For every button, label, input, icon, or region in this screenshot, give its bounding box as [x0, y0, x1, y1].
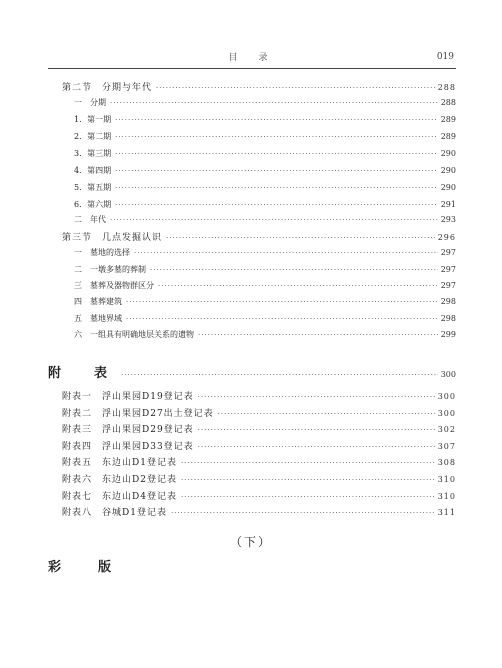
- header-divider: [48, 68, 456, 69]
- appendix-heading[interactable]: [48, 362, 456, 381]
- toc-entry-page: 299: [440, 330, 456, 339]
- appendix-title: 附 表: [48, 366, 118, 381]
- toc-entry-page: 288: [440, 98, 456, 107]
- leader-dots: [126, 315, 438, 323]
- toc-entry-page: 298: [440, 297, 456, 306]
- leader-dots: [110, 99, 438, 107]
- toc-entry-page: 291: [440, 200, 456, 209]
- leader-dots: [134, 249, 438, 257]
- plates-heading[interactable]: 彩 版: [48, 560, 124, 575]
- leader-dots: [198, 393, 435, 401]
- toc-entry-page: 296: [437, 233, 456, 242]
- toc-entry-page: 290: [440, 149, 456, 158]
- toc-entry-page: 300: [437, 392, 456, 401]
- toc-entry[interactable]: [62, 80, 456, 93]
- toc-entry-label: 3．第三期: [74, 149, 112, 158]
- toc-entry[interactable]: [74, 148, 456, 159]
- toc-entry-page: 307: [437, 442, 456, 451]
- leader-dots: [198, 443, 435, 451]
- toc-entry[interactable]: [74, 313, 456, 324]
- toc-entry-page: 297: [440, 265, 456, 274]
- leader-dots: [115, 133, 438, 141]
- leader-dots: [171, 509, 435, 517]
- leader-dots: [156, 84, 435, 92]
- toc-entry-label: 5．第五期: [74, 183, 112, 192]
- toc-entry-page: 302: [437, 425, 456, 434]
- toc-entry-label: 五 墓地界域: [74, 314, 122, 323]
- toc-entry-label: 附表三 浮山果园D29登记表: [62, 425, 194, 435]
- toc-entry[interactable]: [74, 247, 456, 258]
- running-header-title: 目 录: [228, 53, 274, 63]
- toc-entry-page: 297: [440, 281, 456, 290]
- leader-dots: [110, 216, 438, 224]
- appendix-table-entry[interactable]: [62, 439, 456, 452]
- leader-dots: [115, 201, 438, 209]
- leader-dots: [166, 234, 435, 242]
- toc-entry-page: 298: [440, 314, 456, 323]
- leader-dots: [126, 298, 438, 306]
- leader-dots: [198, 426, 435, 434]
- leader-dots: [158, 282, 438, 290]
- toc-entry-label: 附表五 东边山D1登记表: [62, 458, 177, 468]
- leader-dots: [181, 459, 435, 467]
- toc-entry[interactable]: [74, 97, 456, 108]
- toc-entry-label: 附表二 浮山果园D27出土登记表: [62, 409, 214, 419]
- toc-entry[interactable]: [74, 131, 456, 142]
- toc-entry[interactable]: [74, 214, 456, 225]
- leader-dots: [115, 167, 438, 175]
- running-header-page-number: 019: [436, 52, 454, 62]
- leader-dots: [115, 116, 438, 124]
- toc-entry-page: 300: [437, 409, 456, 418]
- toc-entry-label: 附表四 浮山果园D33登记表: [62, 442, 194, 452]
- volume-marker: （下）: [229, 535, 272, 549]
- toc-entry-label: 2．第二期: [74, 132, 112, 141]
- toc-entry-page: 289: [440, 115, 456, 124]
- toc-entry[interactable]: [74, 329, 456, 340]
- appendix-table-entry[interactable]: [62, 455, 456, 468]
- toc-entry-label: 4．第四期: [74, 166, 112, 175]
- toc-entry-label: 三 墓葬及器物群区分: [74, 281, 154, 290]
- toc-entry-label: 一 分期: [74, 98, 106, 107]
- toc-entry-label: 六 一组具有明确地层关系的遗物: [74, 330, 194, 339]
- appendix-table-entry[interactable]: [62, 489, 456, 502]
- toc-entry-label: 附表六 东边山D2登记表: [62, 475, 177, 485]
- toc-entry[interactable]: [74, 280, 456, 291]
- leader-dots: [181, 493, 435, 501]
- toc-entry-label: 二 年代: [74, 215, 106, 224]
- leader-dots: [198, 331, 438, 339]
- toc-entry-label: 附表一 浮山果园D19登记表: [62, 392, 194, 402]
- appendix-table-entry[interactable]: [62, 472, 456, 485]
- toc-entry-page: 311: [437, 508, 456, 517]
- leader-dots: [181, 476, 435, 484]
- toc-entry-page: 308: [437, 458, 456, 467]
- appendix-table-entry[interactable]: [62, 505, 456, 518]
- appendix-table-entry[interactable]: [62, 406, 456, 419]
- toc-entry[interactable]: [74, 264, 456, 275]
- toc-entry-page: 288: [437, 83, 456, 92]
- leader-dots: [218, 410, 435, 418]
- toc-entry[interactable]: [74, 165, 456, 176]
- toc-entry-label: 第二节 分期与年代: [62, 83, 153, 93]
- toc-entry-page: 293: [440, 215, 456, 224]
- toc-entry-page: 310: [437, 492, 456, 501]
- toc-entry-page: 297: [440, 248, 456, 257]
- toc-entry-label: 第三节 几点发掘认识: [62, 233, 163, 243]
- toc-entry-label: 1．第一期: [74, 115, 112, 124]
- appendix-table-entry[interactable]: [62, 389, 456, 402]
- toc-entry-page: 289: [440, 132, 456, 141]
- toc-entry[interactable]: [74, 114, 456, 125]
- toc-entry-label: 6．第六期: [74, 200, 112, 209]
- toc-entry[interactable]: [74, 182, 456, 193]
- appendix-page: 300: [440, 370, 456, 379]
- leader-dots: [150, 266, 438, 274]
- leader-dots: [115, 150, 438, 158]
- appendix-table-entry[interactable]: [62, 422, 456, 435]
- toc-entry-page: 290: [440, 183, 456, 192]
- toc-entry[interactable]: [74, 296, 456, 307]
- toc-entry-label: 附表八 谷城D1登记表: [62, 508, 167, 518]
- toc-entry-label: 二 一墩多墓的葬制: [74, 265, 146, 274]
- toc-entry-label: 四 墓葬建筑: [74, 297, 122, 306]
- toc-entry[interactable]: [74, 199, 456, 210]
- toc-entry-label: 附表七 东边山D4登记表: [62, 492, 177, 502]
- toc-entry-page: 310: [437, 475, 456, 484]
- leader-dots: [115, 184, 438, 192]
- toc-entry[interactable]: [62, 230, 456, 243]
- toc-entry-label: 一 墓地的选择: [74, 248, 130, 257]
- leader-dots: [121, 371, 438, 379]
- toc-entry-page: 290: [440, 166, 456, 175]
